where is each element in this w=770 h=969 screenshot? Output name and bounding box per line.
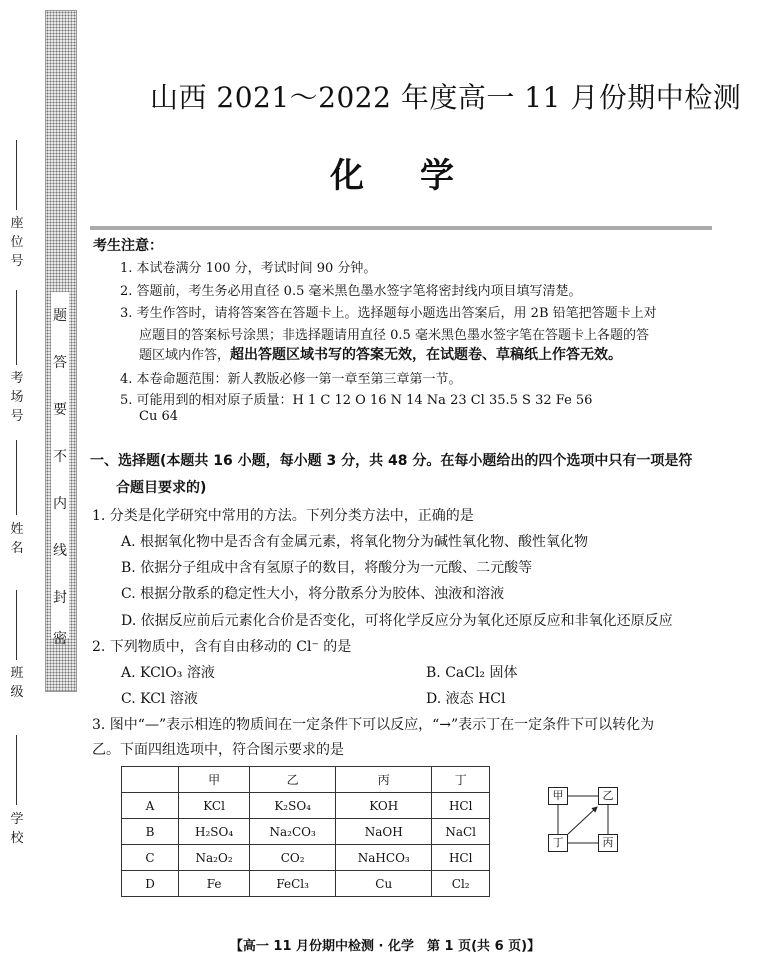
question-1-option-d: D. 依据反应前后元素化合价是否变化，可将化学反应分为氧化还原反应和非氧化还原反应 bbox=[121, 613, 673, 629]
exam-room-line[interactable] bbox=[16, 290, 17, 365]
table-cell bbox=[122, 767, 179, 793]
page-footer: 【高一 11 月份期中检测 · 化学 第 1 页(共 6 页)】 bbox=[229, 939, 541, 954]
diagram-node-ding: 丁 bbox=[548, 834, 568, 852]
section-heading-cont: 合题目要求的) bbox=[116, 480, 207, 496]
question-1-stem: 1. 分类是化学研究中常用的方法。下列分类方法中，正确的是 bbox=[92, 508, 474, 524]
exam-title: 山西 2021～2022 年度高一 11 月份期中检测 bbox=[150, 81, 742, 114]
seal-char: 题 bbox=[53, 308, 67, 324]
name-line[interactable] bbox=[16, 440, 17, 515]
table-cell: 丙 bbox=[336, 767, 432, 793]
table-cell: NaOH bbox=[336, 819, 432, 845]
seat-number-label: 座 位 号 bbox=[10, 216, 24, 269]
school-line[interactable] bbox=[16, 735, 17, 805]
seal-char: 内 bbox=[53, 496, 67, 512]
table-header-row bbox=[122, 767, 490, 793]
school-label: 学 校 bbox=[10, 812, 24, 846]
table-cell: KCl bbox=[179, 793, 250, 819]
table-cell: Cu bbox=[336, 871, 432, 897]
seal-char: 封 bbox=[53, 590, 67, 606]
seal-char: 答 bbox=[53, 355, 67, 371]
table-cell: KOH bbox=[336, 793, 432, 819]
question-1-option-c: C. 根据分散系的稳定性大小，将分散系分为胶体、浊液和溶液 bbox=[121, 586, 505, 602]
table-cell: HCl bbox=[432, 845, 490, 871]
table-cell: FeCl₃ bbox=[250, 871, 336, 897]
table-cell: NaCl bbox=[432, 819, 490, 845]
subject-title: 化学 bbox=[330, 156, 510, 196]
table-cell: B bbox=[122, 819, 179, 845]
notice-heading: 考生注意： bbox=[93, 238, 163, 254]
class-line[interactable] bbox=[16, 590, 17, 660]
table-cell: 甲 bbox=[179, 767, 250, 793]
table-cell: Fe bbox=[179, 871, 250, 897]
notice-item: 题区域内作答，超出答题区域书写的答案无效，在试题卷、草稿纸上作答无效。 bbox=[139, 347, 623, 363]
table-cell: HCl bbox=[432, 793, 490, 819]
table-cell: NaHCO₃ bbox=[336, 845, 432, 871]
question-3-stem-cont: 乙。下面四组选项中，符合图示要求的是 bbox=[92, 742, 344, 758]
notice-item: 4. 本卷命题范围：新人教版必修一第一章至第三章第一节。 bbox=[120, 372, 462, 387]
seat-number-line[interactable] bbox=[16, 140, 17, 210]
notice-item: 1. 本试卷满分 100 分，考试时间 90 分钟。 bbox=[120, 261, 377, 276]
table-cell: A bbox=[122, 793, 179, 819]
notice-item: Cu 64 bbox=[139, 409, 178, 424]
table-cell: Na₂CO₃ bbox=[250, 819, 336, 845]
diagram-node-yi: 乙 bbox=[598, 787, 618, 805]
table-cell: D bbox=[122, 871, 179, 897]
header-divider bbox=[90, 226, 712, 230]
question-2-option-a: A. KClO₃ 溶液 bbox=[121, 665, 215, 681]
question-1-option-b: B. 依据分子组成中含有氢原子的数目，将酸分为一元酸、二元酸等 bbox=[121, 560, 533, 576]
name-label: 姓 名 bbox=[10, 522, 24, 556]
seal-char: 线 bbox=[53, 543, 67, 559]
question-2-option-d: D. 液态 HCl bbox=[426, 691, 506, 707]
question-2-stem: 2. 下列物质中，含有自由移动的 Cl⁻ 的是 bbox=[92, 639, 352, 655]
seal-char: 不 bbox=[53, 449, 67, 465]
notice-emphasis: 超出答题区域书写的答案无效，在试题卷、草稿纸上作答无效。 bbox=[230, 347, 623, 363]
table-cell: K₂SO₄ bbox=[250, 793, 336, 819]
question-1-option-a: A. 根据氧化物中是否含有金属元素，将氧化物分为碱性氧化物、酸性氧化物 bbox=[121, 534, 589, 550]
table-cell: Cl₂ bbox=[432, 871, 490, 897]
seal-char: 密 bbox=[53, 631, 67, 647]
diagram-node-bing: 丙 bbox=[598, 834, 618, 852]
table-cell: CO₂ bbox=[250, 845, 336, 871]
section-heading: 一、选择题(本题共 16 小题，每小题 3 分，共 48 分。在每小题给出的四个选项中只有一项是符 bbox=[90, 453, 693, 469]
diagram-node-jia: 甲 bbox=[548, 787, 568, 805]
table-cell: C bbox=[122, 845, 179, 871]
question-2-option-c: C. KCl 溶液 bbox=[121, 691, 198, 707]
class-label: 班 级 bbox=[10, 666, 24, 700]
notice-item: 3. 考生作答时，请将答案答在答题卡上。选择题每小题选出答案后，用 2B 铅笔把答题卡上对 bbox=[120, 306, 657, 321]
table-cell: Na₂O₂ bbox=[179, 845, 250, 871]
table-row bbox=[122, 819, 490, 845]
table-row bbox=[122, 871, 490, 897]
seal-char: 要 bbox=[53, 402, 67, 418]
question-3-table bbox=[121, 766, 490, 897]
question-3-stem: 3. 图中“—”表示相连的物质间在一定条件下可以反应，“→”表示丁在一定条件下可以转化为 bbox=[92, 717, 655, 733]
table-cell: 丁 bbox=[432, 767, 490, 793]
table-cell: H₂SO₄ bbox=[179, 819, 250, 845]
table-cell: 乙 bbox=[250, 767, 336, 793]
notice-item: 2. 答题前，考生务必用直径 0.5 毫米黑色墨水签字笔将密封线内项目填写清楚。 bbox=[120, 284, 582, 299]
arrow-ding-to-yi bbox=[568, 807, 597, 834]
table-row bbox=[122, 793, 490, 819]
notice-item: 应题目的答案标号涂黑；非选择题请用直径 0.5 毫米黑色墨水签字笔在答题卡上各题的答 bbox=[139, 328, 649, 343]
notice-item: 5. 可能用到的相对原子质量：H 1 C 12 O 16 N 14 Na 23 Cl 35.5 S 32 Fe 56 bbox=[120, 393, 593, 408]
table-row bbox=[122, 845, 490, 871]
question-2-option-b: B. CaCl₂ 固体 bbox=[426, 665, 518, 681]
exam-room-label: 考 场 号 bbox=[10, 371, 24, 424]
